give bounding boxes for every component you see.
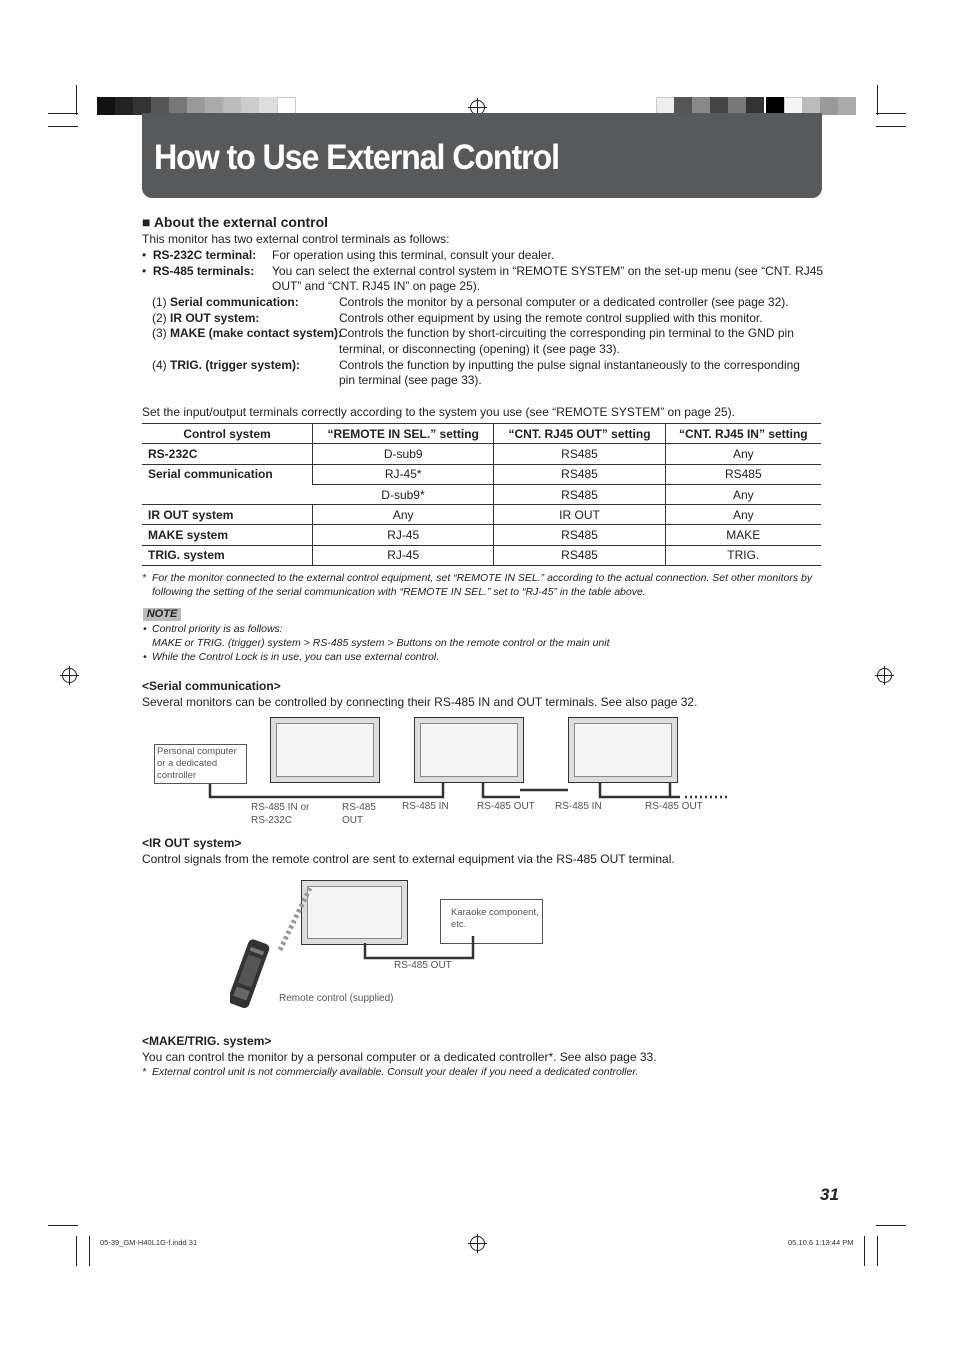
maketrig-footnote-mark: *	[142, 1066, 147, 1078]
rs485-text-line2: OUT” and “CNT. RJ45 IN” on page 25).	[272, 279, 481, 293]
table-cell: Any	[313, 505, 494, 525]
item-number: (3)	[152, 326, 170, 340]
table-cell: IR OUT	[494, 505, 665, 525]
pc-controller-label: Personal computer or a dedicated controller	[154, 744, 247, 784]
item-label: MAKE (make contact system):	[170, 326, 343, 340]
system-item-label	[152, 358, 300, 374]
registration-mark-right	[877, 668, 892, 683]
remote-control-icon	[230, 938, 271, 1009]
note-bullet: •	[143, 651, 147, 663]
table-footnote-line2: following the setting of the serial communication with “REMOTE IN SEL.” set to “RJ-45” in the table above.	[152, 586, 646, 598]
item-label: IR OUT system:	[170, 311, 260, 325]
system-item-label	[152, 311, 259, 327]
table-row	[142, 505, 821, 525]
karaoke-label: Karaoke component, etc.	[440, 899, 543, 944]
table-cell: RJ-45	[313, 545, 494, 565]
rs485-text-line1: You can select the external control system in “REMOTE SYSTEM” on the set-up menu (see “CNT. RJ45	[272, 264, 824, 278]
port-label: RS-485 IN	[402, 801, 449, 812]
table-cell: MAKE	[665, 525, 821, 545]
remote-label: Remote control (supplied)	[279, 993, 394, 1004]
footer-date: 05.10.6 1:13:44 PM	[788, 1238, 854, 1247]
serial-cables	[210, 782, 680, 797]
section-heading-about: ■ About the external control	[142, 214, 329, 230]
item-label: Serial communication:	[170, 295, 299, 309]
table-cell: RS485	[494, 525, 665, 545]
rs232-label: RS-232C terminal:	[152, 248, 257, 262]
note-line3: While the Control Lock is in use, you can use external control.	[152, 651, 440, 663]
port-label: RS-485 OUT	[477, 801, 535, 812]
port-label: RS-485 IN	[555, 801, 602, 812]
table-cell: D-sub9*	[313, 484, 494, 504]
serial-text: Several monitors can be controlled by connecting their RS-485 IN and OUT terminals. See also page 32.	[142, 695, 698, 709]
table-footnote-line1: For the monitor connected to the external control equipment, set “REMOTE IN SEL.” according to the actual connection. Set other monitors by	[152, 572, 813, 584]
table-cell: Any	[665, 484, 821, 504]
settings-table	[142, 423, 821, 566]
monitor-1	[270, 717, 380, 783]
item-label: TRIG. (trigger system):	[170, 358, 301, 372]
system-item-text: Controls the function by short-circuiting the corresponding pin terminal to the GND pin	[339, 326, 794, 340]
table-row	[142, 444, 821, 464]
table-cell: Serial communication	[142, 464, 313, 505]
ir-cable	[365, 936, 473, 958]
table-header-row	[142, 424, 821, 444]
note-bullet: •	[143, 623, 147, 635]
table-cell: RS-232C	[142, 444, 313, 464]
rs485-label: RS-485 terminals:	[152, 264, 255, 278]
system-item-text: Controls the function by inputting the pulse signal instantaneously to the corresponding	[339, 358, 800, 372]
rs485-out-label: RS-485 OUT	[394, 960, 452, 971]
maketrig-heading: <MAKE/TRIG. system>	[142, 1034, 272, 1048]
bullet-rs485: • RS-485 terminals:	[142, 264, 255, 278]
item-number: (1)	[152, 295, 170, 309]
table-cell: TRIG. system	[142, 545, 313, 565]
system-item-text: Controls other equipment by using the remote control supplied with this monitor.	[339, 311, 763, 325]
monitor-2	[414, 717, 524, 783]
table-header: “CNT. RJ45 IN” setting	[665, 424, 821, 444]
system-item-text: terminal, or disconnecting (opening) it (see page 33).	[339, 342, 620, 356]
port-label: RS-485 IN or RS-232C	[251, 802, 310, 826]
item-number: (2)	[152, 311, 170, 325]
table-cell: MAKE system	[142, 525, 313, 545]
note-badge: NOTE	[143, 608, 181, 621]
irout-heading: <IR OUT system>	[142, 836, 242, 850]
serial-heading: <Serial communication>	[142, 679, 281, 693]
page-title: How to Use External Control	[154, 138, 559, 177]
table-cell: D-sub9	[313, 444, 494, 464]
table-cell: RJ-45	[313, 525, 494, 545]
registration-mark-left	[62, 668, 77, 683]
system-item-text: Controls the monitor by a personal computer or a dedicated controller (see page 32).	[339, 295, 789, 309]
table-cell: TRIG.	[665, 545, 821, 565]
table-cell: RS485	[494, 444, 665, 464]
monitor-3	[568, 717, 678, 783]
table-cell: RS485	[494, 464, 665, 484]
note-line1: Control priority is as follows:	[152, 623, 283, 635]
table-row	[142, 525, 821, 545]
table-header: Control system	[142, 424, 313, 444]
table-header: “CNT. RJ45 OUT” setting	[494, 424, 665, 444]
irout-text: Control signals from the remote control are sent to external equipment via the RS-485 OUT terminal.	[142, 852, 675, 866]
note-line2: MAKE or TRIG. (trigger) system > RS-485 system > Buttons on the remote control or the main unit	[152, 637, 610, 649]
table-cell: RJ-45*	[313, 464, 494, 484]
table-cell: RS485	[494, 484, 665, 504]
page-number: 31	[820, 1185, 839, 1204]
port-label: RS-485 OUT	[342, 802, 376, 826]
table-row	[142, 545, 821, 565]
port-label: RS-485 OUT	[645, 801, 703, 812]
bullet-rs232: • RS-232C terminal:	[142, 248, 257, 262]
maketrig-footnote: External control unit is not commercially available. Consult your dealer if you need a dedicated controller.	[152, 1066, 639, 1078]
table-cell: RS485	[665, 464, 821, 484]
about-intro: This monitor has two external control terminals as follows:	[142, 232, 450, 246]
table-cell: Any	[665, 505, 821, 525]
system-item-text: pin terminal (see page 33).	[339, 373, 482, 387]
table-cell: RS485	[494, 545, 665, 565]
table-footnote-mark: *	[142, 572, 147, 584]
table-cell: Any	[665, 444, 821, 464]
table-row	[142, 464, 821, 484]
maketrig-text: You can control the monitor by a personal computer or a dedicated controller*. See also page 33.	[142, 1050, 657, 1064]
registration-mark-bottom	[470, 1236, 485, 1251]
system-item-label	[152, 295, 299, 311]
table-cell: IR OUT system	[142, 505, 313, 525]
table-header: “REMOTE IN SEL.” setting	[313, 424, 494, 444]
system-item-label	[152, 326, 342, 342]
rs232-text: For operation using this terminal, consult your dealer.	[272, 248, 555, 262]
footer-file: 05-39_GM-H40L1G-f.indd 31	[100, 1238, 198, 1247]
set-terminals-text: Set the input/output terminals correctly according to the system you use (see “REMOTE SYSTEM” on page 25).	[142, 405, 735, 419]
item-number: (4)	[152, 358, 170, 372]
ir-beam	[280, 888, 310, 950]
